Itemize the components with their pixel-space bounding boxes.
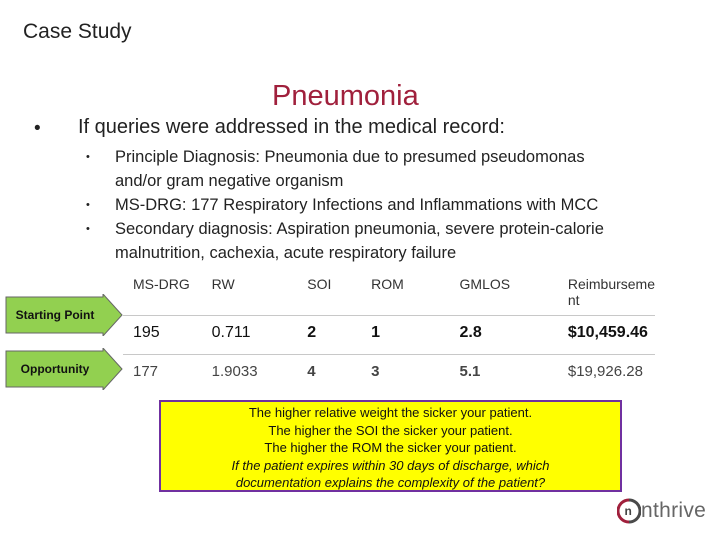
bullet-dot: •	[86, 151, 90, 163]
sub-bullet-line: and/or gram negative organism	[115, 172, 344, 190]
cell-gmlos: 5.1	[459, 363, 481, 380]
note-line: The higher relative weight the sicker your patient.	[248, 405, 533, 420]
header-rw: RW	[202, 266, 298, 316]
starting-point-label: Starting Point	[15, 308, 95, 322]
header-gmlos: GMLOS	[450, 266, 558, 316]
note-line: documentation explains the complexity of the patient?	[235, 475, 546, 491]
cell-reimbursement: $10,459.46	[558, 316, 655, 355]
nthrive-logo-text: nthrive	[641, 499, 707, 522]
slide-header: Case Study	[23, 20, 132, 43]
drg-comparison-table	[123, 266, 655, 403]
opportunity-label: Opportunity	[20, 362, 90, 376]
sub-bullet-line: Principle Diagnosis: Pneumonia due to presumed pseudomonas	[115, 148, 585, 166]
note-line: The higher the ROM the sicker your patient.	[264, 440, 517, 456]
sub-bullet-item	[78, 145, 678, 193]
svg-text:n: n	[624, 504, 632, 518]
header-reimbursement	[558, 266, 655, 316]
callout-note	[159, 400, 622, 492]
slide-title: Pneumonia	[272, 80, 419, 112]
table-row	[123, 355, 655, 404]
header-soi: SOI	[297, 266, 361, 316]
main-bullet-text: If queries were addressed in the medical record:	[78, 116, 505, 138]
header-reimbursement-line: Reimburseme	[567, 276, 655, 292]
nthrive-logo	[617, 496, 717, 526]
table-header-row	[123, 266, 655, 316]
sub-bullet-list	[78, 145, 678, 265]
sub-bullet-line: MS-DRG: 177 Respiratory Infections and Inflammations with MCC	[115, 196, 599, 214]
cell-rom: 1	[361, 316, 449, 355]
cell-ms-drg: 195	[123, 316, 202, 355]
header-rom: ROM	[361, 266, 449, 316]
opportunity-arrow	[5, 348, 123, 390]
cell-gmlos: 2.8	[450, 316, 558, 355]
sub-bullet-line: malnutrition, cachexia, acute respiratory failure	[115, 244, 457, 262]
sub-bullet-line: Secondary diagnosis: Aspiration pneumonia, severe protein-calorie	[115, 220, 604, 238]
nthrive-logo-icon	[617, 498, 641, 524]
bullet-dot: •	[34, 118, 41, 139]
header-reimbursement-line: nt	[567, 292, 580, 308]
header-ms-drg: MS-DRG	[123, 266, 202, 316]
cell-reimbursement: $19,926.28	[567, 363, 643, 380]
cell-rw: 0.711	[202, 316, 298, 355]
note-line: If the patient expires within 30 days of discharge, which	[231, 457, 550, 473]
cell-soi: 4	[307, 363, 316, 380]
sub-bullet-item	[78, 193, 678, 217]
table-row	[123, 316, 655, 355]
cell-rw: 1.9033	[211, 363, 258, 380]
bullet-dot: •	[86, 199, 90, 211]
starting-point-arrow	[5, 294, 123, 336]
cell-rom: 3	[371, 363, 380, 380]
note-line: The higher the SOI the sicker your patient.	[268, 422, 513, 438]
bullet-dot: •	[86, 223, 90, 235]
sub-bullet-item	[78, 217, 678, 265]
cell-soi: 2	[297, 316, 361, 355]
cell-ms-drg: 177	[133, 363, 159, 380]
